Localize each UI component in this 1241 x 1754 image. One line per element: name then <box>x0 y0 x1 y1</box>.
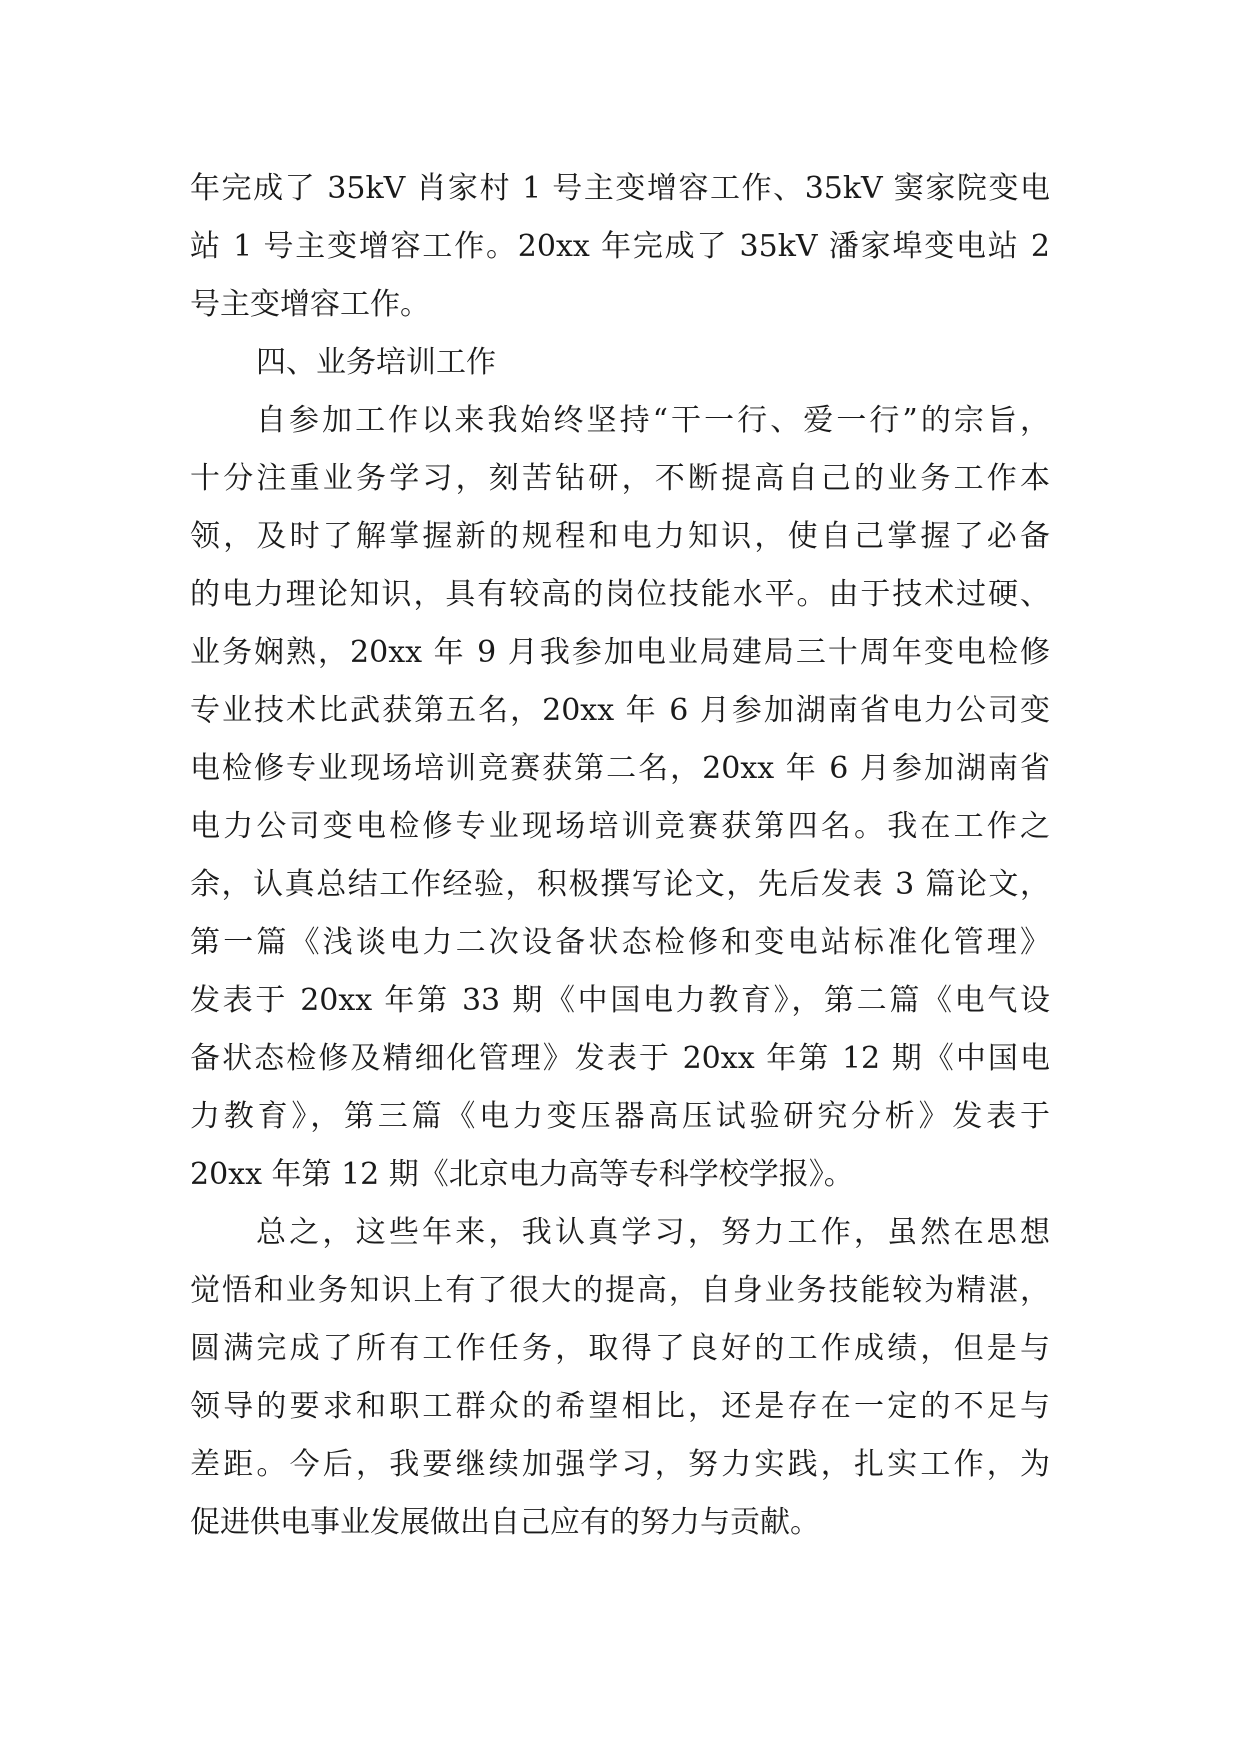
text-line: 电检修专业现场培训竞赛获第二名，20xx 年 6 月参加湖南省 <box>190 751 1050 786</box>
text-line: 十分注重业务学习，刻苦钻研，不断提高自己的业务工作本 <box>190 461 1050 496</box>
paragraph-conclusion <box>190 1204 1050 1552</box>
text-line: 第一篇《浅谈电力二次设备状态检修和变电站标准化管理》 <box>190 925 1050 960</box>
text-line: 差距。今后，我要继续加强学习，努力实践，扎实工作，为 <box>190 1447 1050 1482</box>
text-line: 力教育》，第三篇《电力变压器高压试验研究分析》发表于 <box>190 1099 1050 1134</box>
heading-text: 四、业务培训工作 <box>256 345 496 380</box>
text-line: 圆满完成了所有工作任务，取得了良好的工作成绩，但是与 <box>190 1331 1050 1366</box>
text-line: 的电力理论知识，具有较高的岗位技能水平。由于技术过硬、 <box>190 577 1050 612</box>
text-line: 年完成了 35kV 肖家村 1 号主变增容工作、35kV 窦家院变电 <box>190 171 1050 206</box>
text-line: 号主变增容工作。 <box>190 287 430 322</box>
text-line: 觉悟和业务知识上有了很大的提高，自身业务技能较为精湛， <box>190 1273 1050 1308</box>
paragraph-training <box>190 392 1050 1204</box>
text-line: 业务娴熟，20xx 年 9 月我参加电业局建局三十周年变电检修 <box>190 635 1050 670</box>
text-line: 自参加工作以来我始终坚持“干一行、爱一行”的宗旨， <box>256 403 1050 438</box>
text-line: 发表于 20xx 年第 33 期《中国电力教育》，第二篇《电气设 <box>190 983 1050 1018</box>
document-body <box>190 160 1050 1552</box>
text-line: 余，认真总结工作经验，积极撰写论文，先后发表 3 篇论文， <box>190 867 1050 902</box>
text-line: 促进供电事业发展做出自己应有的努力与贡献。 <box>190 1505 820 1540</box>
text-line: 领导的要求和职工群众的希望相比，还是存在一定的不足与 <box>190 1389 1050 1424</box>
paragraph-continuation <box>190 160 1050 334</box>
text-line: 站 1 号主变增容工作。20xx 年完成了 35kV 潘家埠变电站 2 <box>190 229 1050 264</box>
section-heading <box>190 334 1050 392</box>
text-line: 电力公司变电检修专业现场培训竞赛获第四名。我在工作之 <box>190 809 1050 844</box>
text-line: 总之，这些年来，我认真学习，努力工作，虽然在思想 <box>256 1215 1050 1250</box>
text-line: 专业技术比武获第五名，20xx 年 6 月参加湖南省电力公司变 <box>190 693 1050 728</box>
text-line: 20xx 年第 12 期《北京电力高等专科学校学报》。 <box>190 1157 854 1192</box>
text-line: 备状态检修及精细化管理》发表于 20xx 年第 12 期《中国电 <box>190 1041 1050 1076</box>
text-line: 领，及时了解掌握新的规程和电力知识，使自己掌握了必备 <box>190 519 1050 554</box>
